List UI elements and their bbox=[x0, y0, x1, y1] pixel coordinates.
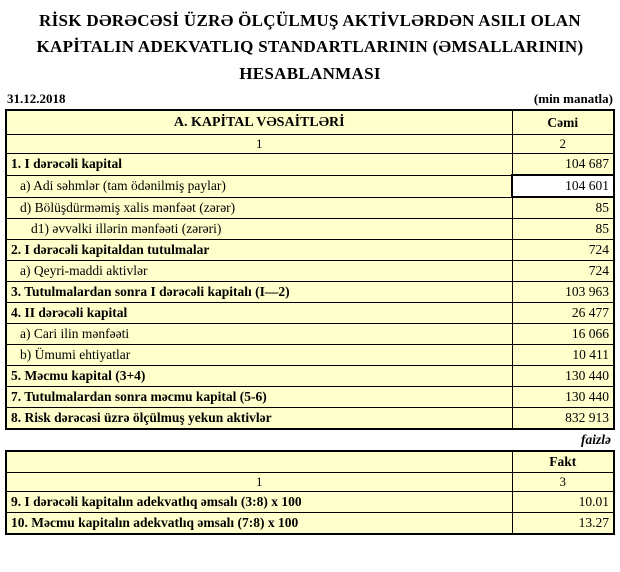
row-value: 10.01 bbox=[512, 492, 614, 513]
adequacy-table bbox=[5, 450, 615, 535]
row-value: 26 477 bbox=[512, 303, 614, 324]
table-row bbox=[6, 324, 614, 345]
table-row bbox=[6, 366, 614, 387]
table-row bbox=[6, 175, 614, 197]
adequacy-table-header-label bbox=[6, 451, 512, 473]
table-row bbox=[6, 303, 614, 324]
table-row bbox=[6, 154, 614, 176]
adequacy-table-header-row bbox=[6, 451, 614, 473]
row-value: 16 066 bbox=[512, 324, 614, 345]
row-label: 4. II dərəcəli kapital bbox=[6, 303, 512, 324]
capital-table-header-row bbox=[6, 110, 614, 135]
table-row bbox=[6, 387, 614, 408]
colnum-label: 1 bbox=[6, 473, 512, 492]
row-value: 832 913 bbox=[512, 408, 614, 430]
row-label: 1. I dərəcəli kapital bbox=[6, 154, 512, 176]
title-line-3: HESABLANMASI bbox=[239, 63, 381, 83]
capital-table-header-label: A. KAPİTAL VƏSAİTLƏRİ bbox=[6, 110, 512, 135]
adequacy-table-header-value: Fakt bbox=[512, 451, 614, 473]
row-label: a) Adi səhmlər (tam ödənilmiş paylar) bbox=[6, 175, 512, 197]
row-value: 10 411 bbox=[512, 345, 614, 366]
report-date: 31.12.2018 bbox=[7, 91, 66, 107]
row-label: 9. I dərəcəli kapitalın adekvatlıq əmsalı (3:8) x 100 bbox=[6, 492, 512, 513]
row-value: 13.27 bbox=[512, 513, 614, 535]
table-row bbox=[6, 197, 614, 219]
colnum-label: 1 bbox=[6, 135, 512, 154]
document-title bbox=[5, 8, 615, 87]
row-label: a) Qeyri-maddi aktivlər bbox=[6, 261, 512, 282]
adequacy-table-colnum-row bbox=[6, 473, 614, 492]
adequacy-table-body bbox=[6, 492, 614, 535]
row-value: 104 687 bbox=[512, 154, 614, 176]
row-value: 724 bbox=[512, 240, 614, 261]
table-row bbox=[6, 219, 614, 240]
row-label: a) Cari ilin mənfəəti bbox=[6, 324, 512, 345]
colnum-value: 2 bbox=[512, 135, 614, 154]
unit-note: (min manatla) bbox=[533, 91, 613, 107]
capital-table bbox=[5, 109, 615, 430]
row-value: 104 601 bbox=[512, 175, 614, 197]
row-label: b) Ümumi ehtiyatlar bbox=[6, 345, 512, 366]
row-label: 10. Məcmu kapitalın adekvatlıq əmsalı (7:8) x 100 bbox=[6, 513, 512, 535]
row-label: 5. Məcmu kapital (3+4) bbox=[6, 366, 512, 387]
row-label: 7. Tutulmalardan sonra məcmu kapital (5-6) bbox=[6, 387, 512, 408]
table-row bbox=[6, 261, 614, 282]
title-line-2: KAPİTALIN ADEKVATLIQ STANDARTLARININ (ƏMSALLARININ) bbox=[36, 37, 584, 57]
colnum-value: 3 bbox=[512, 473, 614, 492]
row-value: 130 440 bbox=[512, 387, 614, 408]
percent-note: faizlə bbox=[581, 432, 611, 448]
table-row bbox=[6, 282, 614, 303]
table-row bbox=[6, 492, 614, 513]
capital-table-body bbox=[6, 154, 614, 430]
capital-table-colnum-row bbox=[6, 135, 614, 154]
row-value: 103 963 bbox=[512, 282, 614, 303]
row-label: 3. Tutulmalardan sonra I dərəcəli kapitalı (I—2) bbox=[6, 282, 512, 303]
table-row bbox=[6, 513, 614, 535]
row-value: 85 bbox=[512, 219, 614, 240]
meta-row bbox=[5, 91, 615, 109]
title-line-1: RİSK DƏRƏCƏSİ ÜZRƏ ÖLÇÜLMUŞ AKTİVLƏRDƏN ASILI OLAN bbox=[39, 11, 581, 30]
row-label: 8. Risk dərəcəsi üzrə ölçülmuş yekun aktivlər bbox=[6, 408, 512, 430]
table-row bbox=[6, 240, 614, 261]
row-value: 724 bbox=[512, 261, 614, 282]
row-label: 2. I dərəcəli kapitaldan tutulmalar bbox=[6, 240, 512, 261]
capital-table-header-value: Cəmi bbox=[512, 110, 614, 135]
row-value: 85 bbox=[512, 197, 614, 219]
row-label: d) Bölüşdürməmiş xalis mənfəət (zərər) bbox=[6, 197, 512, 219]
table-row bbox=[6, 408, 614, 430]
table-row bbox=[6, 345, 614, 366]
row-label: d1) əvvəlki illərin mənfəəti (zərəri) bbox=[6, 219, 512, 240]
row-value: 130 440 bbox=[512, 366, 614, 387]
